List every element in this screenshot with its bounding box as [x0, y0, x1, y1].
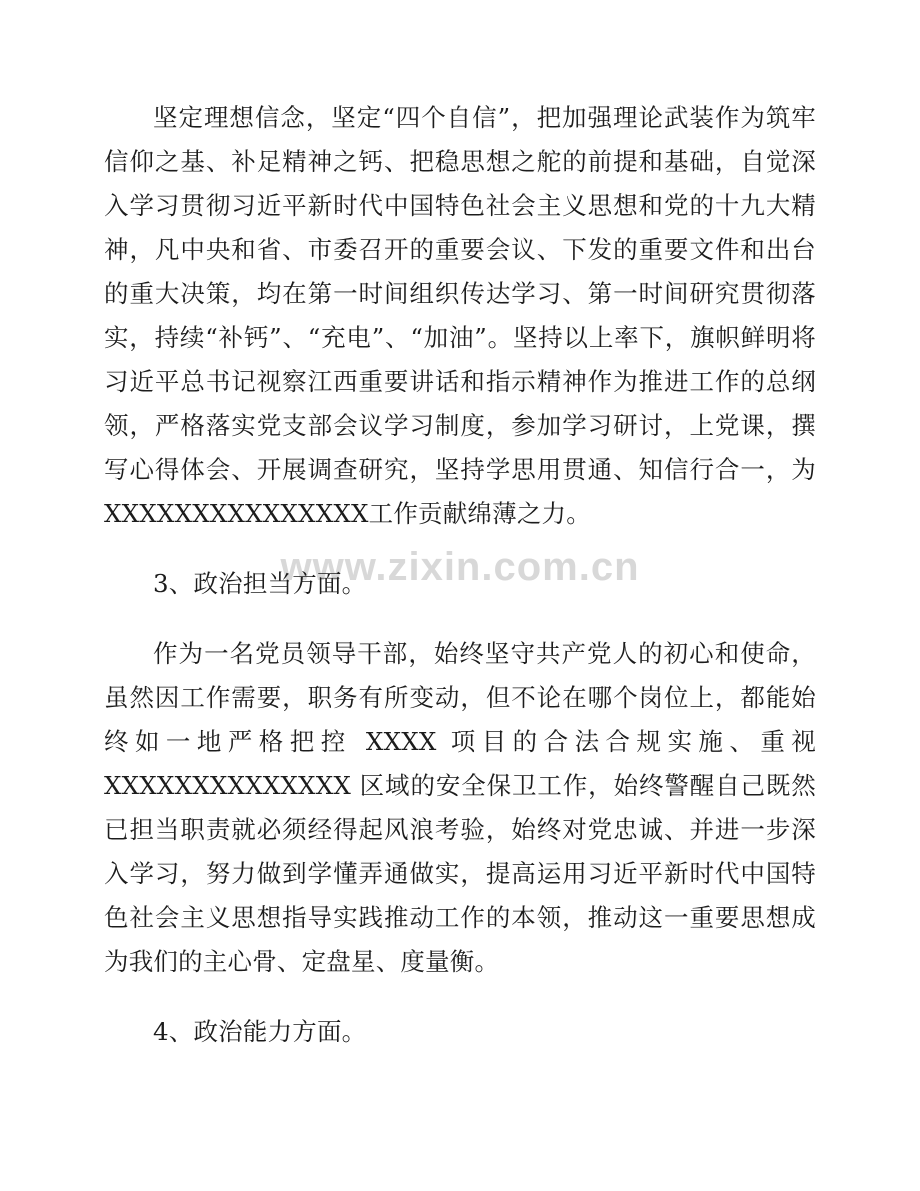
document-body	[104, 96, 816, 1054]
paragraph-ideals-and-beliefs: 坚定理想信念，坚定“四个自信”，把加强理论武装作为筑牢信仰之基、补足精神之钙、把稳思想之舵的前提和基础，自觉深入学习贯彻习近平新时代中国特色社会主义思想和党的十九大精神，凡中央和省、市委召开的重要会议、下发的重要文件和出台的重大决策，均在第一时间组织传达学习、第一时间研究贯彻落实，持续“补钙”、“充电”、“加油”。坚持以上率下，旗帜鲜明将习近平总书记视察江西重要讲话和指示精神作为推进工作的总纲领，严格落实党支部会议学习制度，参加学习研讨，上党课，撰写心得体会、开展调查研究，坚持学思用贯通、知信行合一，为XXXXXXXXXXXXXXX工作贡献绵薄之力。	[104, 103, 816, 528]
heading-political-responsibility: 3、政治担当方面。	[153, 569, 367, 598]
paragraph-political-responsibility: 作为一名党员领导干部，始终坚守共产党人的初心和使命，虽然因工作需要，职务有所变动，但不论在哪个岗位上，都能始终如一地严格把控 XXXX 项目的合法合规实施、重视 XXXXXXXXXXXXXX 区域的安全保卫工作，始终警醒自己既然已担当职责就必须经得起风浪考验，始终对党忠诚、并进一步深入学习，努力做到学懂弄通做实，提高运用习近平新时代中国特色社会主义思想指导实践推动工作的本领，推动这一重要思想成为我们的主心骨、定盘星、度量衡。	[104, 639, 816, 976]
watermark-text: www.zixin.com.cn	[280, 545, 640, 589]
heading-political-capability: 4、政治能力方面。	[153, 1017, 367, 1046]
